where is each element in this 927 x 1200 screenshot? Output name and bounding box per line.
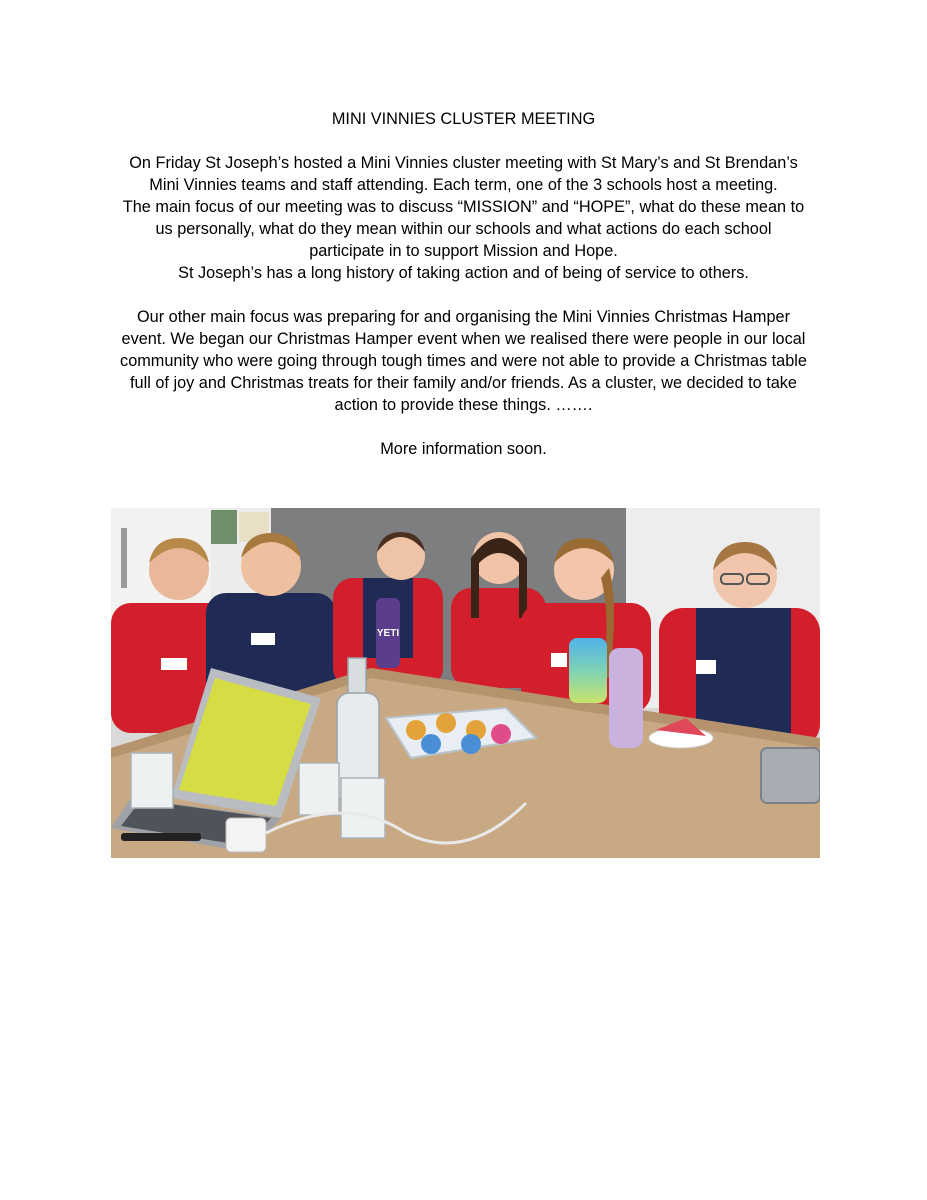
drinking-glass	[341, 778, 385, 838]
metal-tin	[761, 748, 820, 803]
charger	[226, 818, 266, 852]
gradient-bottle	[569, 638, 607, 703]
drinking-glass	[299, 763, 339, 815]
paragraph-1-line-4: us personally, what do they mean within our schools and what actions do each school	[155, 220, 772, 238]
lilac-bottle	[609, 648, 643, 748]
paragraph-1-line-2: Mini Vinnies teams and staff attending. Each term, one of the 3 schools host a meeting.	[149, 176, 778, 194]
paragraph-2-line-4: full of joy and Christmas treats for their family and/or friends. As a cluster, we decided to take	[130, 374, 797, 392]
closing-line: More information soon.	[380, 440, 547, 458]
document-body	[105, 108, 822, 460]
bottle-brand-label: YETI	[376, 628, 400, 639]
drinking-glass	[131, 753, 173, 808]
paragraph-1-line-1: On Friday St Joseph’s hosted a Mini Vinnies cluster meeting with St Mary’s and St Brendan’s	[129, 154, 798, 172]
paragraph-2-line-2: event. We began our Christmas Hamper event when we realised there were people in our local	[121, 330, 806, 348]
paragraph-1-line-6: St Joseph’s has a long history of taking action and of being of service to others.	[178, 264, 749, 282]
paragraph-2-line-3: community who were going through tough times and were not able to provide a Christmas table	[120, 352, 807, 370]
paragraph-1-line-5: participate in to support Mission and Hope.	[309, 242, 618, 260]
paragraph-2-line-1: Our other main focus was preparing for and organising the Mini Vinnies Christmas Hamper	[136, 308, 791, 326]
document-title: MINI VINNIES CLUSTER MEETING	[331, 110, 596, 128]
marker-pen	[121, 833, 201, 841]
purple-bottle	[376, 598, 400, 668]
meeting-photo	[111, 508, 820, 858]
paragraph-1-line-3: The main focus of our meeting was to discuss “MISSION” and “HOPE”, what do these mean to	[122, 198, 805, 216]
paragraph-2-line-5: action to provide these things. …….	[334, 396, 593, 414]
